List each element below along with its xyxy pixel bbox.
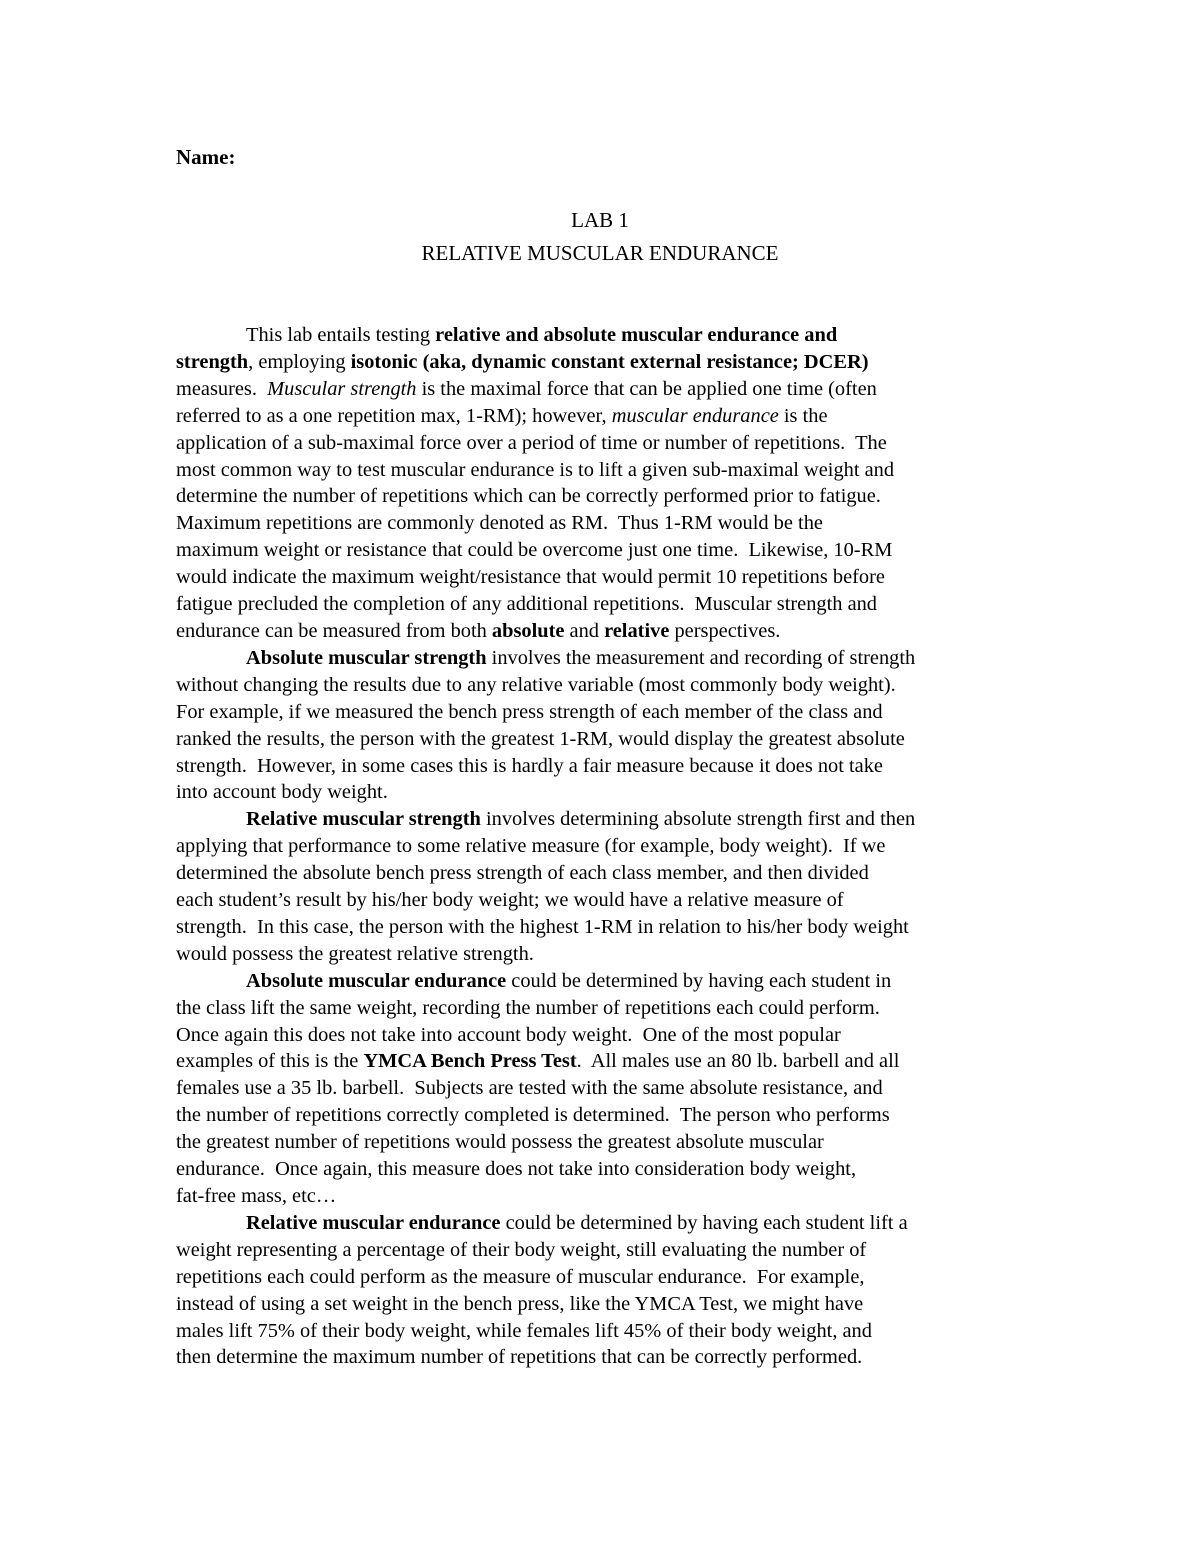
text-run: . All males use an 80 lb. barbell and all	[576, 1050, 900, 1073]
text-run: fat-free mass, etc…	[176, 1185, 337, 1207]
paragraph-line	[176, 941, 1056, 968]
lab-title-block	[0, 204, 1200, 270]
paragraph-line	[176, 779, 1056, 806]
text-run: weight representing a percentage of their body weight, still evaluating the number of	[176, 1238, 867, 1261]
paragraph-line	[176, 968, 1056, 995]
bold-text: Absolute muscular strength	[246, 646, 487, 669]
paragraph-line	[176, 403, 1056, 430]
text-run: perspectives.	[669, 619, 781, 642]
text-run: maximum weight or resistance that could be overcome just one time. Likewise, 10-RM	[176, 539, 893, 562]
bold-text: Absolute muscular endurance	[246, 969, 507, 992]
paragraph-line	[176, 537, 1056, 564]
paragraph-line	[176, 1344, 1056, 1371]
bold-text: Relative muscular strength	[246, 808, 481, 831]
italic-text: Muscular strength	[267, 377, 417, 400]
bold-text: YMCA Bench Press Test	[363, 1050, 577, 1073]
paragraph-line	[176, 806, 1056, 833]
bold-text: relative	[604, 619, 670, 642]
text-run: the class lift the same weight, recording the number of repetitions each could perform.	[176, 996, 880, 1019]
paragraph-line	[176, 1291, 1056, 1318]
text-run: repetitions each could perform as the measure of muscular endurance. For example,	[176, 1265, 865, 1288]
paragraph-line	[176, 510, 1056, 537]
text-run: This lab entails testing	[246, 324, 436, 346]
text-run: ranked the results, the person with the greatest 1-RM, would display the greatest absolute	[176, 727, 905, 750]
italic-text: muscular endurance	[611, 404, 779, 427]
text-run: would possess the greatest relative strength.	[176, 942, 534, 965]
paragraph-relative-endurance	[176, 1210, 1056, 1371]
paragraph-line	[176, 1156, 1056, 1183]
text-run: strength. However, in some cases this is hardly a fair measure because it does not take	[176, 754, 883, 777]
text-run: Once again this does not take into account body weight. One of the most popular	[176, 1023, 841, 1046]
paragraph-line	[176, 860, 1056, 887]
text-run: instead of using a set weight in the bench press, like the YMCA Test, we might have	[176, 1292, 864, 1315]
text-run: referred to as a one repetition max, 1-RM); however,	[176, 404, 612, 427]
paragraph-line	[176, 1022, 1056, 1049]
paragraph-line	[176, 726, 1056, 753]
text-run: most common way to test muscular endurance is to lift a given sub-maximal weight and	[176, 458, 895, 481]
bold-text: Relative muscular endurance	[246, 1211, 501, 1234]
text-run: , employing	[248, 350, 351, 373]
text-run: examples of this is the	[176, 1050, 364, 1073]
paragraph-line	[176, 699, 1056, 726]
text-run: involves determining absolute strength first and then	[480, 808, 916, 831]
text-run: then determine the maximum number of repetitions that can be correctly performed.	[176, 1346, 863, 1369]
paragraph-line	[176, 753, 1056, 780]
text-run: without changing the results due to any relative variable (most commonly body weight).	[176, 673, 896, 696]
paragraph-line	[176, 914, 1056, 941]
text-run: applying that performance to some relative measure (for example, body weight). If we	[176, 835, 886, 858]
text-run: strength. In this case, the person with the highest 1-RM in relation to his/her body weight	[176, 915, 909, 938]
text-run: involves the measurement and recording of strength	[486, 646, 916, 669]
text-run: For example, if we measured the bench press strength of each member of the class and	[176, 700, 883, 723]
text-run: would indicate the maximum weight/resistance that would permit 10 repetitions before	[176, 566, 885, 589]
text-run: application of a sub-maximal force over a period of time or number of repetitions. The	[176, 431, 887, 454]
text-run: is the maximal force that can be applied one time (often	[416, 377, 877, 400]
text-run: could be determined by having each student lift a	[500, 1211, 908, 1234]
text-run: endurance. Once again, this measure does not take into consideration body weight,	[176, 1158, 857, 1181]
text-run: into account body weight.	[176, 781, 388, 804]
paragraph-line	[176, 995, 1056, 1022]
text-run: females use a 35 lb. barbell. Subjects are tested with the same absolute resistance, and	[176, 1077, 883, 1100]
paragraph-line	[176, 591, 1056, 618]
text-run: and	[564, 619, 605, 642]
paragraph-line	[176, 1048, 1056, 1075]
bold-text: isotonic (aka, dynamic constant external resistance; DCER)	[350, 350, 869, 373]
paragraph-line	[176, 457, 1056, 484]
paragraph-absolute-endurance	[176, 968, 1056, 1210]
paragraph-line	[176, 564, 1056, 591]
paragraph-line	[176, 887, 1056, 914]
paragraph-line	[176, 1237, 1056, 1264]
text-run: Maximum repetitions are commonly denoted as RM. Thus 1-RM would be the	[176, 512, 823, 535]
paragraph-line	[176, 483, 1056, 510]
text-run: males lift 75% of their body weight, while females lift 45% of their body weight, and	[176, 1319, 872, 1342]
text-run: could be determined by having each student in	[506, 969, 892, 992]
paragraph-line	[176, 376, 1056, 403]
paragraph-line	[176, 1102, 1056, 1129]
paragraph-line	[176, 1264, 1056, 1291]
paragraph-line	[176, 1318, 1056, 1345]
paragraph-line	[176, 833, 1056, 860]
paragraph-line	[176, 430, 1056, 457]
text-run: fatigue precluded the completion of any additional repetitions. Muscular strength and	[176, 593, 878, 616]
name-label: Name:	[176, 145, 236, 169]
lab-number-heading: LAB 1	[571, 208, 629, 232]
bold-text: absolute	[491, 619, 565, 642]
paragraph-line	[176, 645, 1056, 672]
lab-title-heading: RELATIVE MUSCULAR ENDURANCE	[421, 241, 779, 265]
bold-text: relative and absolute muscular endurance and	[435, 324, 838, 346]
paragraph-line	[176, 1129, 1056, 1156]
text-run: determine the number of repetitions which can be correctly performed prior to fatigue.	[176, 485, 881, 508]
text-run: measures.	[176, 377, 268, 400]
paragraph-absolute-strength	[176, 645, 1056, 806]
text-run: the number of repetitions correctly completed is determined. The person who performs	[176, 1104, 890, 1127]
text-run: is the	[778, 404, 828, 427]
lab-body-text	[176, 322, 1056, 1371]
paragraph-line	[176, 618, 1056, 645]
paragraph-line	[176, 1075, 1056, 1102]
paragraph-line	[176, 322, 1056, 349]
paragraph-relative-strength	[176, 806, 1056, 967]
text-run: endurance can be measured from both	[176, 619, 492, 642]
paragraph-line	[176, 349, 1056, 376]
paragraph-line	[176, 1210, 1056, 1237]
paragraph-intro	[176, 322, 1056, 645]
paragraph-line	[176, 672, 1056, 699]
paragraph-line	[176, 1183, 1056, 1210]
text-run: determined the absolute bench press strength of each class member, and then divided	[176, 862, 869, 885]
bold-text: strength	[176, 350, 249, 373]
text-run: the greatest number of repetitions would possess the greatest absolute muscular	[176, 1131, 824, 1154]
text-run: each student’s result by his/her body weight; we would have a relative measure of	[176, 889, 844, 912]
